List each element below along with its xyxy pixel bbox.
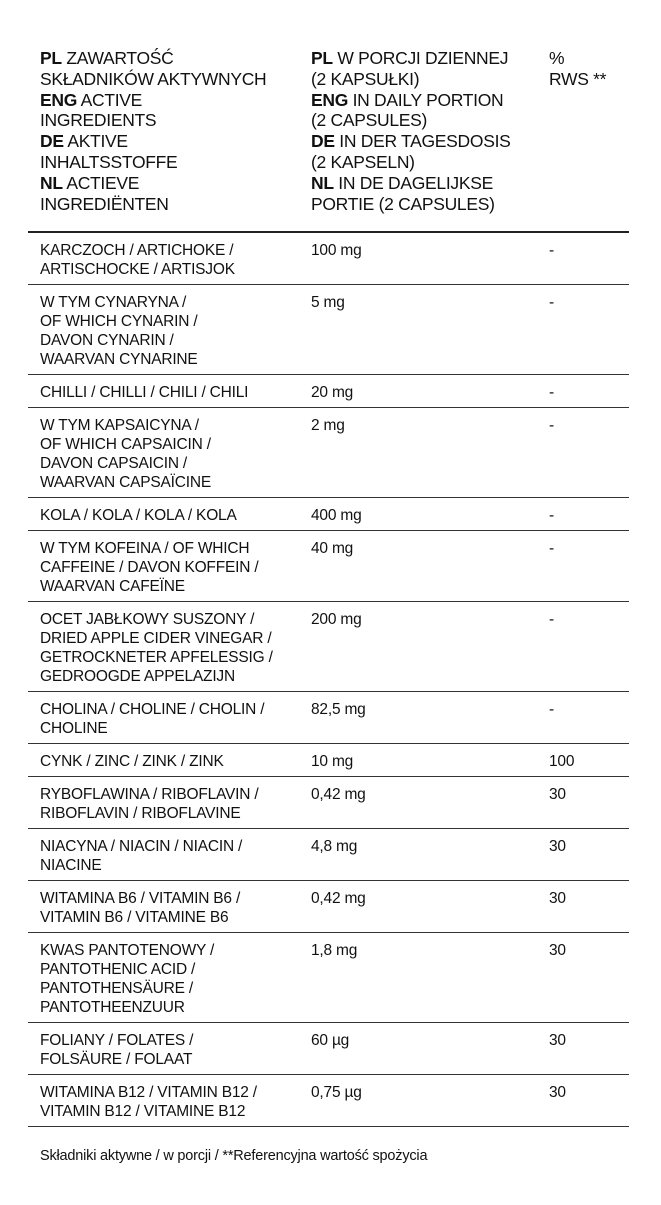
table-row bbox=[28, 829, 629, 881]
table-row bbox=[28, 881, 629, 933]
ingredient-name: KARCZOCH / ARTICHOKE / ARTISCHOCKE / ARTISJOK bbox=[40, 242, 235, 278]
table-row bbox=[28, 375, 629, 408]
rws-percent: 30 bbox=[549, 1084, 566, 1101]
header-text: W PORCJI DZIENNEJ bbox=[332, 48, 509, 68]
daily-amount: 4,8 mg bbox=[311, 838, 358, 855]
header-text: IN DE DAGELIJKSE bbox=[333, 172, 493, 193]
header-text: (2 CAPSULES) bbox=[311, 110, 428, 131]
table-row bbox=[28, 1023, 629, 1075]
table-row bbox=[28, 692, 629, 744]
daily-amount: 0,75 µg bbox=[311, 1084, 362, 1101]
header-line bbox=[40, 131, 311, 152]
header-line bbox=[311, 152, 549, 173]
rws-percent: - bbox=[549, 417, 554, 434]
daily-amount: 82,5 mg bbox=[311, 701, 366, 718]
header-text: IN DAILY PORTION bbox=[348, 89, 504, 110]
header-text: INGREDIËNTEN bbox=[40, 193, 169, 214]
ingredient-name: NIACYNA / NIACIN / NIACIN / NIACINE bbox=[40, 838, 243, 874]
header-rws-label: RWS ** bbox=[549, 68, 607, 89]
table-row bbox=[28, 233, 629, 285]
header-line bbox=[40, 48, 311, 69]
rws-percent: 30 bbox=[549, 786, 566, 803]
lang-code: PL bbox=[40, 48, 62, 68]
ingredient-name: W TYM CYNARYNA / OF WHICH CYNARIN / DAVON CYNARIN / WAARVAN CYNARINE bbox=[40, 294, 198, 368]
header-text: INGREDIENTS bbox=[40, 110, 157, 131]
daily-amount: 400 mg bbox=[311, 507, 362, 524]
header-text: IN DER TAGESDOSIS bbox=[334, 131, 511, 152]
header-line bbox=[311, 69, 549, 90]
rws-percent: - bbox=[549, 507, 554, 524]
rws-percent: 30 bbox=[549, 942, 566, 959]
header-percent: % bbox=[549, 48, 565, 68]
table-row bbox=[28, 744, 629, 777]
daily-amount: 0,42 mg bbox=[311, 786, 366, 803]
header-text: INHALTSSTOFFE bbox=[40, 151, 178, 172]
ingredient-name: WITAMINA B12 / VITAMIN B12 / VITAMIN B12 / VITAMINE B12 bbox=[40, 1084, 257, 1120]
rws-percent: 30 bbox=[549, 890, 566, 907]
header-line bbox=[311, 173, 549, 194]
rws-percent: - bbox=[549, 242, 554, 259]
header-line bbox=[40, 152, 311, 173]
lang-code: NL bbox=[311, 172, 334, 193]
daily-amount: 1,8 mg bbox=[311, 942, 358, 959]
table-row bbox=[28, 1075, 629, 1127]
daily-amount: 20 mg bbox=[311, 384, 354, 401]
header-line bbox=[40, 173, 311, 194]
header-line bbox=[311, 48, 549, 69]
ingredient-name: CHILLI / CHILLI / CHILI / CHILI bbox=[40, 384, 249, 401]
header-line bbox=[311, 194, 549, 215]
daily-amount: 100 mg bbox=[311, 242, 362, 259]
table-row bbox=[28, 777, 629, 829]
table-row bbox=[28, 933, 629, 1023]
header-text: ZAWARTOŚĆ bbox=[61, 48, 174, 68]
table-header bbox=[40, 48, 630, 214]
header-text: AKTIVE bbox=[63, 131, 128, 152]
header-text: ACTIEVE bbox=[62, 172, 140, 193]
lang-code: ENG bbox=[40, 89, 78, 110]
header-daily-portion bbox=[311, 48, 549, 214]
ingredient-name: KWAS PANTOTENOWY / PANTOTHENIC ACID / PANTOTHENSÄURE / PANTOTHEENZUUR bbox=[40, 942, 215, 1016]
rws-percent: - bbox=[549, 384, 554, 401]
table-row bbox=[28, 531, 629, 602]
header-ingredients bbox=[40, 48, 311, 214]
header-text: PORTIE (2 CAPSULES) bbox=[311, 193, 495, 214]
daily-amount: 10 mg bbox=[311, 753, 354, 770]
daily-amount: 200 mg bbox=[311, 611, 362, 628]
header-line bbox=[40, 110, 311, 131]
header-line bbox=[311, 131, 549, 152]
footnote: Składniki aktywne / w porcji / **Referencyjna wartość spożycia bbox=[40, 1148, 428, 1164]
ingredient-name: WITAMINA B6 / VITAMIN B6 / VITAMIN B6 / VITAMINE B6 bbox=[40, 890, 241, 926]
rws-percent: - bbox=[549, 611, 554, 628]
header-text: ACTIVE bbox=[77, 89, 143, 110]
nutrition-table bbox=[28, 231, 629, 1127]
ingredient-name: CHOLINA / CHOLINE / CHOLIN / CHOLINE bbox=[40, 701, 265, 737]
table-row bbox=[28, 285, 629, 375]
ingredient-name: CYNK / ZINC / ZINK / ZINK bbox=[40, 753, 224, 770]
lang-code: DE bbox=[40, 131, 64, 152]
table-row bbox=[28, 602, 629, 692]
header-line bbox=[40, 90, 311, 111]
ingredient-name: W TYM KOFEINA / OF WHICH CAFFEINE / DAVON KOFFEIN / WAARVAN CAFEÏNE bbox=[40, 540, 259, 595]
ingredient-name: RYBOFLAWINA / RIBOFLAVIN / RIBOFLAVIN / RIBOFLAVINE bbox=[40, 786, 259, 822]
rws-percent: - bbox=[549, 701, 554, 718]
table-row bbox=[28, 408, 629, 498]
rws-percent: - bbox=[549, 540, 554, 557]
header-rws bbox=[549, 48, 629, 214]
lang-code: DE bbox=[311, 131, 335, 152]
rws-percent: 30 bbox=[549, 1032, 566, 1049]
lang-code: NL bbox=[40, 172, 63, 193]
rws-percent: 100 bbox=[549, 753, 575, 770]
rws-percent: 30 bbox=[549, 838, 566, 855]
header-text: (2 KAPSUŁKI) bbox=[311, 68, 420, 89]
ingredient-name: KOLA / KOLA / KOLA / KOLA bbox=[40, 507, 237, 524]
lang-code: ENG bbox=[311, 89, 349, 110]
daily-amount: 60 µg bbox=[311, 1032, 350, 1049]
header-line bbox=[311, 110, 549, 131]
daily-amount: 40 mg bbox=[311, 540, 354, 557]
header-text: SKŁADNIKÓW AKTYWNYCH bbox=[40, 68, 267, 89]
rws-percent: - bbox=[549, 294, 554, 311]
header-line bbox=[40, 194, 311, 215]
daily-amount: 2 mg bbox=[311, 417, 345, 434]
ingredient-name: FOLIANY / FOLATES / FOLSÄURE / FOLAAT bbox=[40, 1032, 194, 1068]
daily-amount: 5 mg bbox=[311, 294, 345, 311]
header-line bbox=[40, 69, 311, 90]
header-line bbox=[311, 90, 549, 111]
ingredient-name: W TYM KAPSAICYNA / OF WHICH CAPSAICIN / DAVON CAPSAICIN / WAARVAN CAPSAÏCINE bbox=[40, 417, 211, 491]
ingredient-name: OCET JABŁKOWY SUSZONY / DRIED APPLE CIDER VINEGAR / GETROCKNETER APFELESSIG / GEDROOGDE APPELAZIJN bbox=[40, 611, 273, 685]
table-row bbox=[28, 498, 629, 531]
header-text: (2 KAPSELN) bbox=[311, 151, 415, 172]
lang-code: PL bbox=[311, 48, 333, 68]
daily-amount: 0,42 mg bbox=[311, 890, 366, 907]
